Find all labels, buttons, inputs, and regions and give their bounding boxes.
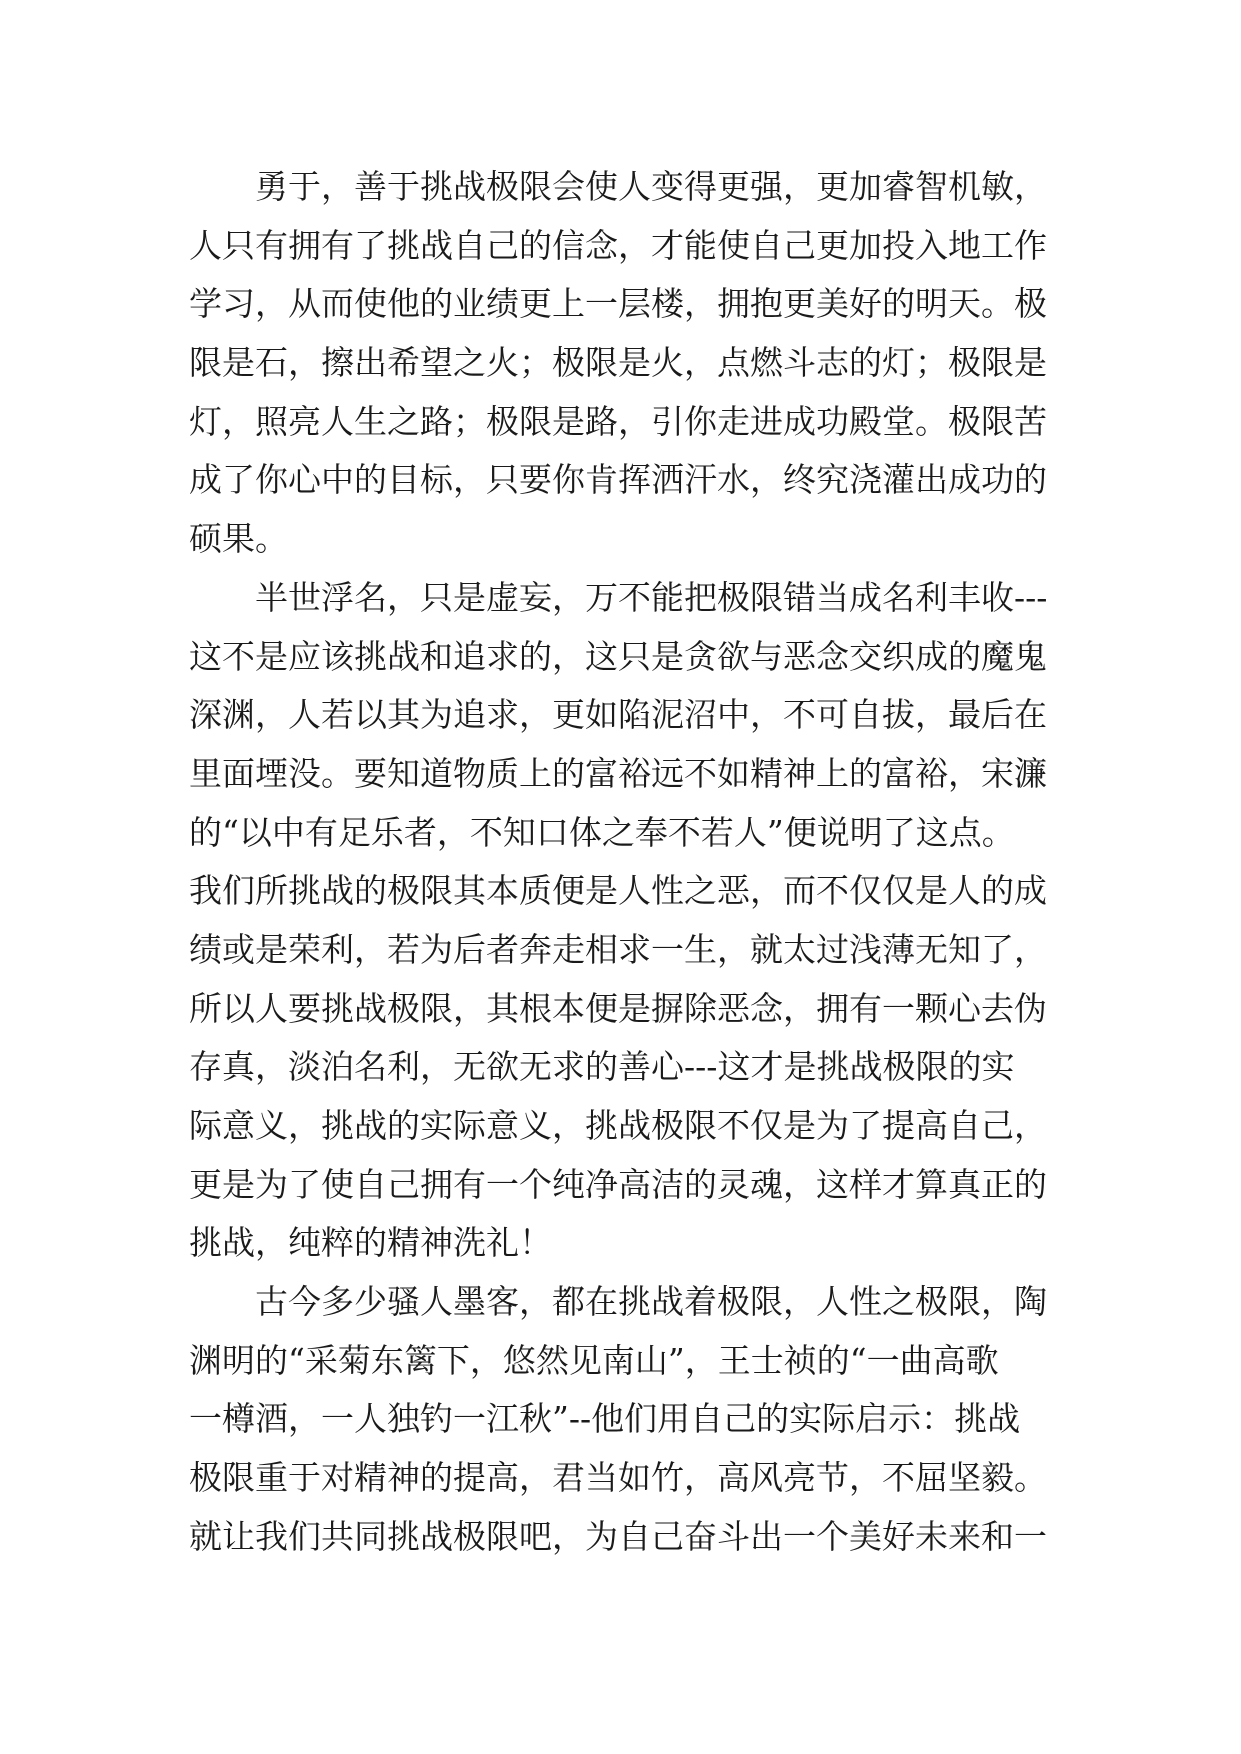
text-line: 挑战，纯粹的精神洗礼！ bbox=[189, 1223, 552, 1263]
text-line: 际意义，挑战的实际意义，挑战极限不仅是为了提高自己， bbox=[189, 1106, 1047, 1145]
text-line: 绩或是荣利，若为后者奔走相求一生，就太过浅薄无知了， bbox=[189, 929, 1047, 969]
text-line: 一樽酒，一人独钓一江秋”--他们用自己的实际启示：挑战 bbox=[189, 1399, 1021, 1439]
text-line: 人只有拥有了挑战自己的信念，才能使自己更加投入地工作 bbox=[189, 225, 1047, 265]
text-line: 渊明的“采菊东篱下，悠然见南山”，王士祯的“一曲高歌 bbox=[189, 1340, 999, 1380]
text-line: 更是为了使自己拥有一个纯净高洁的灵魂，这样才算真正的 bbox=[189, 1164, 1047, 1204]
text-line: 所以人要挑战极限，其根本便是摒除恶念，拥有一颗心去伪 bbox=[189, 988, 1047, 1028]
text-line: 存真，淡泊名利，无欲无求的善心---这才是挑战极限的实 bbox=[189, 1047, 1015, 1087]
text-line: 学习，从而使他的业绩更上一层楼，拥抱更美好的明天。极 bbox=[189, 284, 1047, 324]
text-line: 硕果。 bbox=[189, 519, 288, 559]
text-line: 我们所挑战的极限其本质便是人性之恶，而不仅仅是人的成 bbox=[189, 871, 1047, 911]
text-line: 勇于，善于挑战极限会使人变得更强，更加睿智机敏， bbox=[189, 167, 1047, 206]
text-line: 就让我们共同挑战极限吧，为自己奋斗出一个美好未来和一 bbox=[189, 1516, 1047, 1556]
text-line: 的“以中有足乐者，不知口体之奉不若人”便说明了这点。 bbox=[189, 812, 1015, 852]
text-line: 古今多少骚人墨客，都在挑战着极限，人性之极限，陶 bbox=[189, 1282, 1047, 1322]
text-line: 极限重于对精神的提高，君当如竹，高风亮节，不屈坚毅。 bbox=[189, 1458, 1047, 1498]
text-line: 限是石，擦出希望之火；极限是火，点燃斗志的灯；极限是 bbox=[189, 343, 1047, 383]
text-line: 深渊，人若以其为追求，更如陷泥沼中，不可自拔，最后在 bbox=[189, 695, 1047, 735]
text-line: 这不是应该挑战和追求的，这只是贪欲与恶念交织成的魔鬼 bbox=[189, 636, 1047, 676]
text-line: 里面堙没。要知道物质上的富裕远不如精神上的富裕，宋濂 bbox=[189, 753, 1047, 793]
body-text bbox=[189, 158, 1059, 1567]
text-line: 成了你心中的目标，只要你肯挥洒汗水，终究浇灌出成功的 bbox=[189, 460, 1047, 500]
text-line: 半世浮名，只是虚妄，万不能把极限错当成名利丰收--- bbox=[189, 577, 1048, 617]
text-line: 灯，照亮人生之路；极限是路，引你走进成功殿堂。极限苦 bbox=[189, 401, 1047, 441]
